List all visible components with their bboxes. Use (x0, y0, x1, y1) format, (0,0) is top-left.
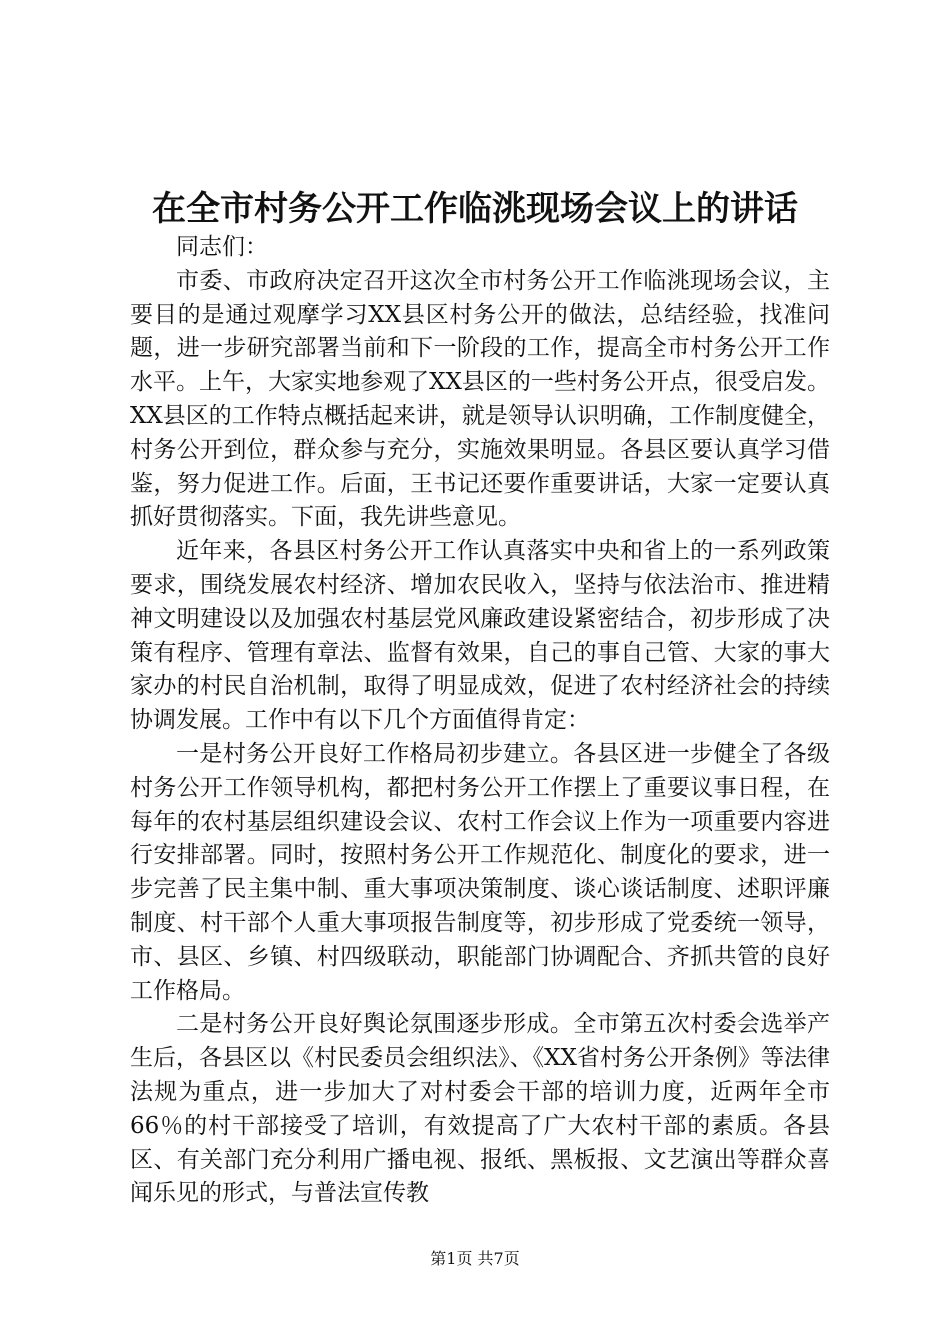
document-body (130, 231, 830, 1211)
document-title: 在全市村务公开工作临洮现场会议上的讲话 (152, 189, 798, 229)
paragraph-3: 一是村务公开良好工作格局初步建立。各县区进一步健全了各级村务公开工作领导机构，都把村务公开工作摆上了重要议事日程，在每年的农村基层组织建设会议、农村工作会议上作为一项重要内容进行安排部署。同时，按照村务公开工作规范化、制度化的要求，进一步完善了民主集中制、重大事项决策制度、谈心谈话制度、述职评廉制度、村干部个人重大事项报告制度等，初步形成了党委统一领导，市、县区、乡镇、村四级联动，职能部门协调配合、齐抓共管的良好工作格局。 (130, 740, 830, 1004)
paragraph-2: 近年来，各县区村务公开工作认真落实中央和省上的一系列政策要求，围绕发展农村经济、增加农民收入，坚持与依法治市、推进精神文明建设以及加强农村基层党风廉政建设紧密结合，初步形成了决策有程序、管理有章法、监督有效果，自己的事自己管、大家的事大家办的村民自治机制，取得了明显成效，促进了农村经济社会的持续协调发展。工作中有以下几个方面值得肯定： (130, 538, 830, 734)
page-number-label: 第1页 共7页 (430, 1249, 520, 1268)
page-footer (0, 1248, 950, 1270)
paragraph-4: 二是村务公开良好舆论氛围逐步形成。全市第五次村委会选举产生后，各县区以《村民委员会组织法》、《XX省村务公开条例》等法律法规为重点，进一步加大了对村委会干部的培训力度，近两年全市66％的村干部接受了培训，有效提高了广大农村干部的素质。各县区、有关部门充分利用广播电视、报纸、黑板报、文艺演出等群众喜闻乐见的形式，与普法宣传教 (130, 1011, 830, 1207)
paragraph-1: 市委、市政府决定召开这次全市村务公开工作临洮现场会议，主要目的是通过观摩学习XX县区村务公开的做法，总结经验，找准问题，进一步研究部署当前和下一阶段的工作，提高全市村务公开工作水平。上午，大家实地参观了XX县区的一些村务公开点，很受启发。XX县区的工作特点概括起来讲，就是领导认识明确，工作制度健全，村务公开到位，群众参与充分，实施效果明显。各县区要认真学习借鉴，努力促进工作。后面，王书记还要作重要讲话，大家一定要认真抓好贯彻落实。下面，我先讲些意见。 (130, 267, 830, 531)
salutation: 同志们： (176, 234, 268, 260)
